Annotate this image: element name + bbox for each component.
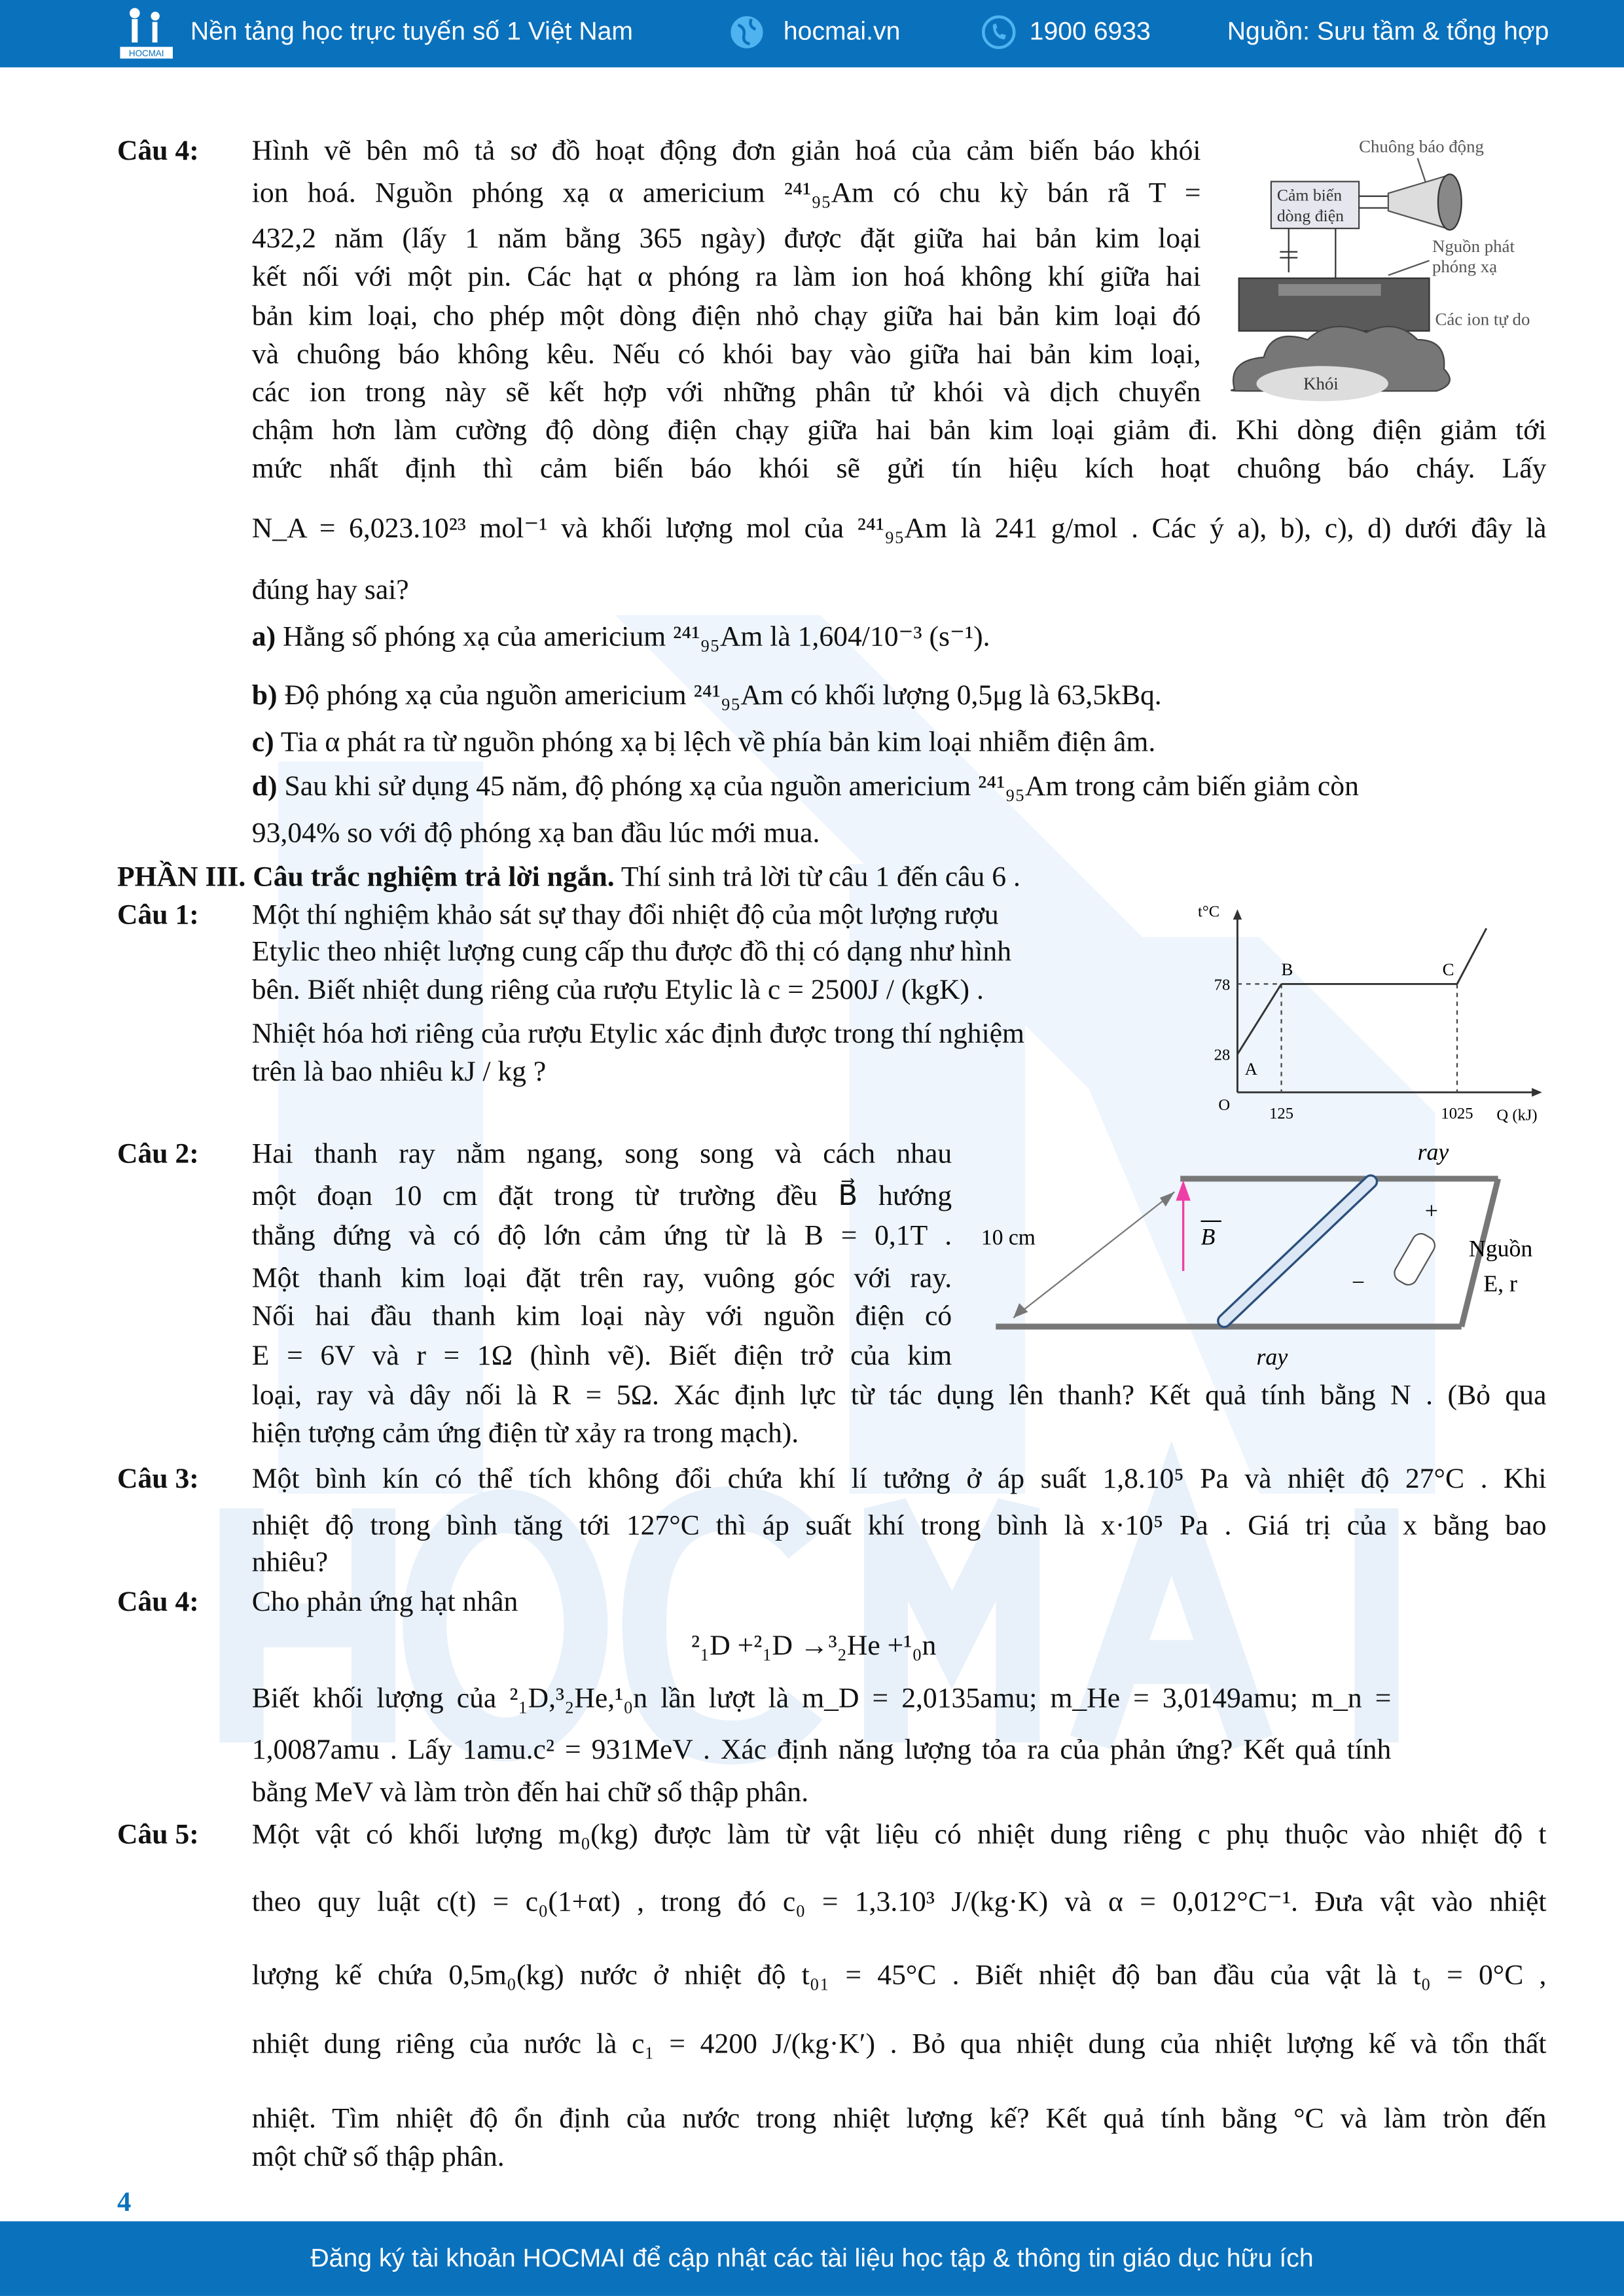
answer-option bbox=[252, 770, 1359, 806]
x-tick-label: 125 bbox=[1269, 1105, 1293, 1123]
option-label: a) bbox=[251, 622, 276, 653]
svg-text:Nguồn: Nguồn bbox=[1468, 1235, 1533, 1262]
question-text-line: 93,04% so với độ phóng xạ ban đầu lúc mới mua. bbox=[251, 818, 820, 850]
question-text-line: trên là bao nhiêu kJ / kg ? bbox=[251, 1057, 547, 1088]
question-text-line: các ion trong này sẽ kết hợp với những phân tử khói và dịch chuyển bbox=[251, 378, 1201, 409]
question-text-line: Cho phản ứng hạt nhân bbox=[251, 1587, 518, 1619]
question-text-line: nhiệt độ trong bình tăng tới 127°C thì áp suất khí trong bình là x·10⁵ Pa . Giá trị của x bằng bao bbox=[251, 1511, 1547, 1542]
part3-heading bbox=[117, 861, 1020, 896]
question-text-line: một đoạn 10 cm đặt trong từ trường đều B⃗ hướng bbox=[251, 1181, 952, 1213]
question-text-line: nhiêu? bbox=[251, 1547, 329, 1579]
svg-text:Cảm biến: Cảm biến bbox=[1276, 185, 1343, 205]
part3-title: PHẦN III. Câu trắc nghiệm trả lời ngắn. bbox=[117, 862, 615, 893]
svg-text:Khói: Khói bbox=[1303, 374, 1339, 394]
svg-text:dòng điện: dòng điện bbox=[1276, 206, 1344, 225]
x-axis-label: Q (kJ) bbox=[1496, 1106, 1538, 1124]
point-label: C bbox=[1442, 959, 1454, 979]
page-number: 4 bbox=[117, 2187, 132, 2219]
source-note: Nguồn: Sưu tầm & tổng hợp bbox=[1227, 16, 1549, 46]
question-text-line: Một vật có khối lượng m₀(kg) được làm từ vật liệu có nhiệt dung riêng c phụ thuộc vào nhiệt độ t bbox=[251, 1820, 1547, 1851]
x-tick-label: 1025 bbox=[1441, 1105, 1473, 1123]
question-text-line: nhiệt dung riêng của nước là c₁ = 4200 J/(kg·K′) . Bỏ qua nhiệt dung của nhiệt lượng kế và tổn thất bbox=[251, 2029, 1547, 2060]
answer-option bbox=[252, 621, 990, 656]
question-text-line: bằng MeV và làm tròn đến hai chữ số thập phân. bbox=[251, 1777, 809, 1808]
question-text-line: bên. Biết nhiệt dung riêng của rượu Etylic là c = 2500J / (kgK) . bbox=[251, 975, 984, 1006]
question-text-line: một chữ số thập phân. bbox=[251, 2142, 505, 2174]
option-text: Hằng số phóng xạ của americium ²⁴¹₉₅Am là 1,604/10⁻³ (s⁻¹). bbox=[276, 622, 990, 653]
svg-text:+: + bbox=[1424, 1197, 1438, 1224]
x-axis-arrow bbox=[1532, 1088, 1542, 1096]
svg-text:Nguồn phát: Nguồn phát bbox=[1432, 236, 1515, 256]
question-text-line: nhiệt. Tìm nhiệt độ ổn định của nước trong nhiệt lượng kế? Kết quả tính bằng °C và làm tròn đến bbox=[251, 2104, 1547, 2135]
question-text-line: E = 6V và r = 1Ω (hình vẽ). Biết điện trở của kim bbox=[251, 1341, 952, 1372]
question-label: Câu 3: bbox=[117, 1464, 199, 1496]
question-text-line: Etylic theo nhiệt lượng cung cấp thu được đồ thị có dạng như hình bbox=[251, 937, 1012, 968]
graph-segment bbox=[1237, 984, 1281, 1054]
question-text-line: Một thanh kim loại đặt trên ray, vuông góc với ray. bbox=[251, 1263, 952, 1295]
question-label: Câu 4: bbox=[117, 136, 199, 168]
option-label: b) bbox=[251, 681, 278, 712]
question-label: Câu 2: bbox=[117, 1139, 199, 1170]
point-label: A bbox=[1244, 1059, 1257, 1079]
svg-text:HOCMAI: HOCMAI bbox=[128, 48, 164, 59]
svg-text:B: B bbox=[1200, 1223, 1216, 1250]
option-text: Tia α phát ra từ nguồn phóng xạ bị lệch về phía bản kim loại nhiễm điện âm. bbox=[274, 727, 1156, 759]
option-label: c) bbox=[251, 727, 274, 759]
phone-icon bbox=[981, 13, 1017, 51]
question-text-line: Một thí nghiệm khảo sát sự thay đổi nhiệt độ của một lượng rượu bbox=[251, 900, 999, 931]
svg-text:E, r: E, r bbox=[1483, 1270, 1517, 1297]
answer-option bbox=[252, 726, 1155, 762]
website-link[interactable]: hocmai.vn bbox=[783, 16, 901, 46]
svg-text:ray: ray bbox=[1417, 1138, 1449, 1165]
question-text-line: lượng kế chứa 0,5m₀(kg) nước ở nhiệt độ t₀₁ = 45°C . Biết nhiệt độ ban đầu của vật là t₀ = 0°C , bbox=[251, 1960, 1547, 1992]
question-label: Câu 5: bbox=[117, 1820, 199, 1851]
option-label: d) bbox=[251, 772, 278, 802]
question-text-line: loại, ray và dây nối là R = 5Ω. Xác định lực từ tác dụng lên thanh? Kết quả tính bằng N . (Bỏ qua bbox=[251, 1380, 1547, 1412]
svg-text:Các ion tự do: Các ion tự do bbox=[1435, 309, 1530, 329]
svg-text:10 cm: 10 cm bbox=[981, 1225, 1036, 1250]
y-tick-label: 78 bbox=[1214, 976, 1231, 994]
answer-option bbox=[252, 679, 1162, 715]
question-text-line: 1,0087amu . Lấy 1amu.c² = 931MeV . Xác định năng lượng tỏa ra của phản ứng? Kết quả tính bbox=[251, 1735, 1392, 1767]
question-text-line: 432,2 năm (lấy 1 năm bằng 365 ngày) được đặt giữa hai bản kim loại bbox=[251, 224, 1201, 255]
question-text-line: Một bình kín có thể tích không đổi chứa khí lí tưởng ở áp suất 1,8.10⁵ Pa và nhiệt độ 27°C . Khi bbox=[251, 1464, 1547, 1496]
point-label: B bbox=[1281, 959, 1293, 979]
question-text-line: thẳng đứng và có độ lớn cảm ứng từ là B = 0,1T . bbox=[251, 1221, 952, 1252]
reaction-equation: ²₁D +²₁D →³₂He +¹₀n bbox=[691, 1631, 937, 1662]
question-text-line: ion hoá. Nguồn phóng xạ α americium ²⁴¹₉₅Am có chu kỳ bán rã T = bbox=[251, 178, 1201, 209]
question-text-line: đúng hay sai? bbox=[251, 575, 409, 607]
hocmai-logo-icon bbox=[117, 5, 175, 60]
question-text-line: Hình vẽ bên mô tả sơ đồ hoạt động đơn giản hoá của cảm biến báo khói bbox=[251, 136, 1201, 168]
question-text-line: kết nối với một pin. Các hạt α phóng ra làm ion hoá không khí giữa hai bbox=[251, 262, 1201, 293]
top-banner bbox=[0, 0, 1624, 67]
slogan: Nền tảng học trực tuyến số 1 Việt Nam bbox=[190, 16, 634, 46]
y-axis-arrow bbox=[1233, 909, 1242, 920]
smoke-detector-figure bbox=[1212, 126, 1558, 412]
option-text: Sau khi sử dụng 45 năm, độ phóng xạ của nguồn americium ²⁴¹₉₅Am trong cảm biến giảm còn bbox=[277, 772, 1359, 802]
question-text-line: mức nhất định thì cảm biến báo khói sẽ gửi tín hiệu kích hoạt chuông báo cháy. Lấy bbox=[251, 454, 1547, 485]
y-tick-label: 28 bbox=[1214, 1046, 1231, 1064]
svg-text:−: − bbox=[1351, 1268, 1365, 1295]
graph-segment bbox=[1457, 928, 1487, 984]
temperature-heat-graph bbox=[1172, 896, 1560, 1130]
question-text-line: theo quy luật c(t) = c₀(1+αt) , trong đó c₀ = 1,3.10³ J/(kg·K) và α = 0,012°C⁻¹. Đưa vật vào nhiệt bbox=[251, 1887, 1547, 1918]
question-text-line: Nối hai đầu thanh kim loại này với nguồn điện có bbox=[251, 1301, 952, 1333]
question-text-line: Biết khối lượng của ²₁D,³₂He,¹₀n lần lượt là m_D = 2,0135amu; m_He = 3,0149amu; m_n = bbox=[251, 1683, 1392, 1715]
svg-text:phóng xạ: phóng xạ bbox=[1432, 257, 1498, 277]
question-text-line: và chuông báo không kêu. Nếu có khói bay vào giữa hai bản kim loại, bbox=[251, 340, 1201, 371]
y-axis-label: t°C bbox=[1198, 903, 1220, 921]
origin-label: O bbox=[1218, 1096, 1231, 1114]
svg-text:ray: ray bbox=[1256, 1344, 1288, 1371]
question-text-line: hiện tượng cảm ứng điện từ xảy ra trong mạch). bbox=[251, 1418, 799, 1450]
question-text-line: Hai thanh ray nằm ngang, song song và cách nhau bbox=[251, 1139, 952, 1170]
question-text-line: chậm hơn làm cường độ dòng điện chạy giữa hai bản kim loại giảm đi. Khi dòng điện giảm tới bbox=[251, 416, 1547, 447]
question-text-line: bản kim loại, cho phép một dòng điện nhỏ chạy giữa hai bản kim loại đó bbox=[251, 301, 1201, 332]
svg-text:Chuông báo động: Chuông báo động bbox=[1359, 136, 1484, 156]
phone-number[interactable]: 1900 6933 bbox=[1029, 16, 1151, 46]
globe-icon bbox=[729, 13, 765, 51]
question-label: Câu 4: bbox=[117, 1587, 199, 1619]
question-label: Câu 1: bbox=[117, 900, 199, 931]
option-text: Độ phóng xạ của nguồn americium ²⁴¹₉₅Am có khối lượng 0,5μg là 63,5kBq. bbox=[277, 681, 1162, 712]
rails-magnetic-field-figure bbox=[978, 1130, 1564, 1372]
question-text-line: Nhiệt hóa hơi riêng của rượu Etylic xác định được trong thí nghiệm bbox=[251, 1019, 1024, 1050]
footer-banner[interactable]: Đăng ký tài khoản HOCMAI để cập nhật các tài liệu học tập & thông tin giáo dục hữu ích bbox=[0, 2221, 1624, 2296]
part3-instruction: Thí sinh trả lời từ câu 1 đến câu 6 . bbox=[614, 862, 1020, 893]
question-text-line: N_A = 6,023.10²³ mol⁻¹ và khối lượng mol của ²⁴¹₉₅Am là 241 g/mol . Các ý a), b), c), d) dưới đây là bbox=[251, 514, 1547, 545]
